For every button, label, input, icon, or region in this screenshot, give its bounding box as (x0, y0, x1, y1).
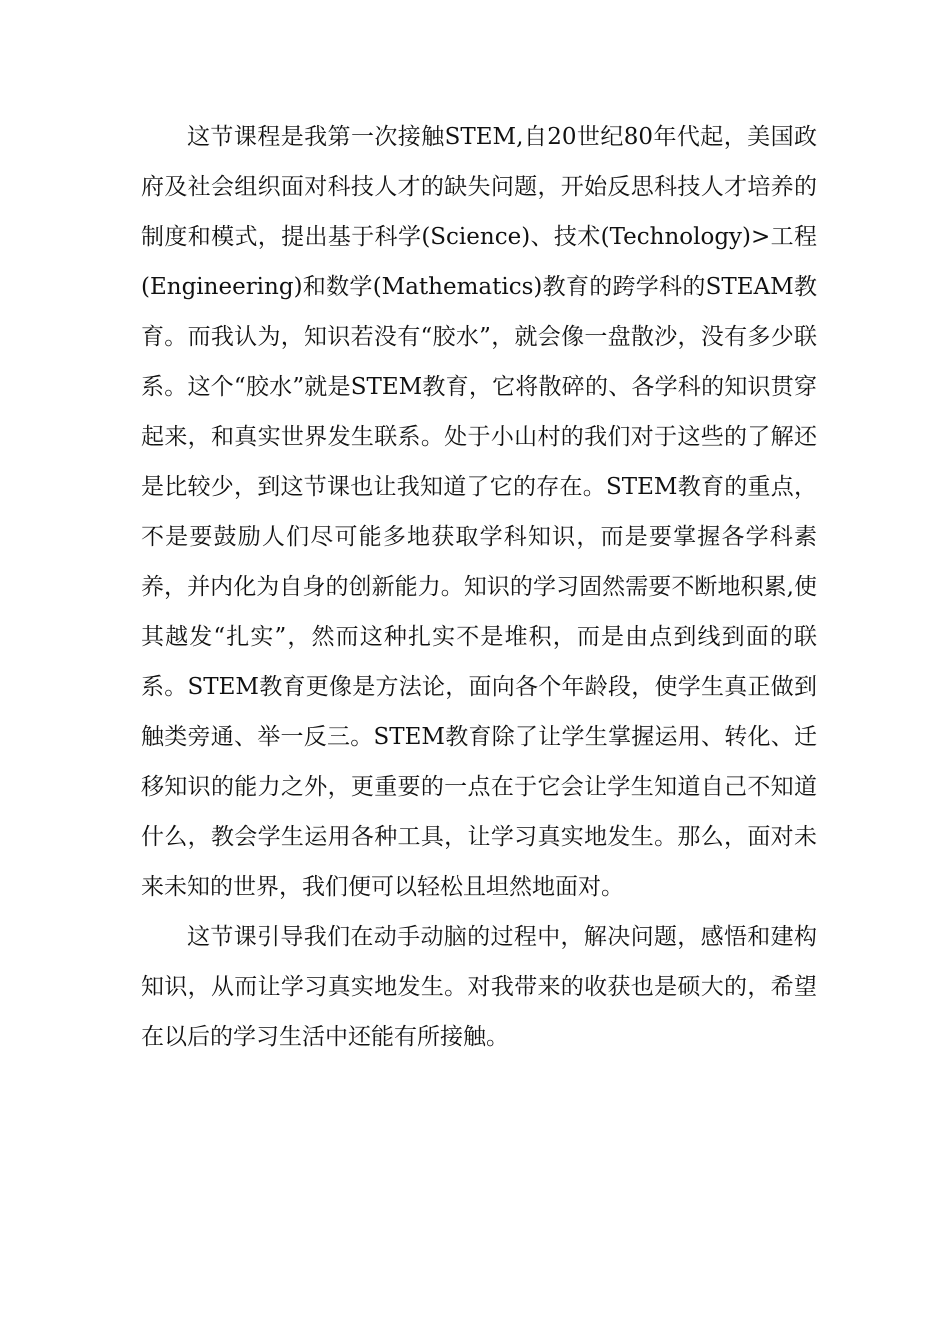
paragraph-2: 这节课引导我们在动手动脑的过程中，解决问题，感悟和建构知识，从而让学习真实地发生。对我带来的收获也是硕大的，希望在以后的学习生活中还能有所接触。 (141, 924, 817, 1050)
paragraph-1: 这节课程是我第一次接触STEM,自20世纪80年代起，美国政府及社会组织面对科技人才的缺失问题，开始反思科技人才培养的制度和模式，提出基于科学(Science)、技术(Technology)>工程(Engineering)和数学(Mathematics)教育的跨学科的STEAM教育。而我认为，知识若没有“胶水”，就会像一盘散沙，没有多少联系。这个“胶水”就是STEM教育，它将散碎的、各学科的知识贯穿起来，和真实世界发生联系。处于小山村的我们对于这些的了解还是比较少，到这节课也让我知道了它的存在。STEM教育的重点，不是要鼓励人们尽可能多地获取学科知识，而是要掌握各学科素养，并内化为自身的创新能力。知识的学习固然需要不断地积累,使其越发“扎实”，然而这种扎实不是堆积，而是由点到线到面的联系。STEM教育更像是方法论，面向各个年龄段，使学生真正做到触类旁通、举一反三。STEM教育除了让学生掌握运用、转化、迁移知识的能力之外，更重要的一点在于它会让学生知道自己不知道什么，教会学生运用各种工具，让学习真实地发生。那么，面对未来未知的世界，我们便可以轻松且坦然地面对。 (141, 124, 817, 900)
document-body (141, 112, 817, 1062)
